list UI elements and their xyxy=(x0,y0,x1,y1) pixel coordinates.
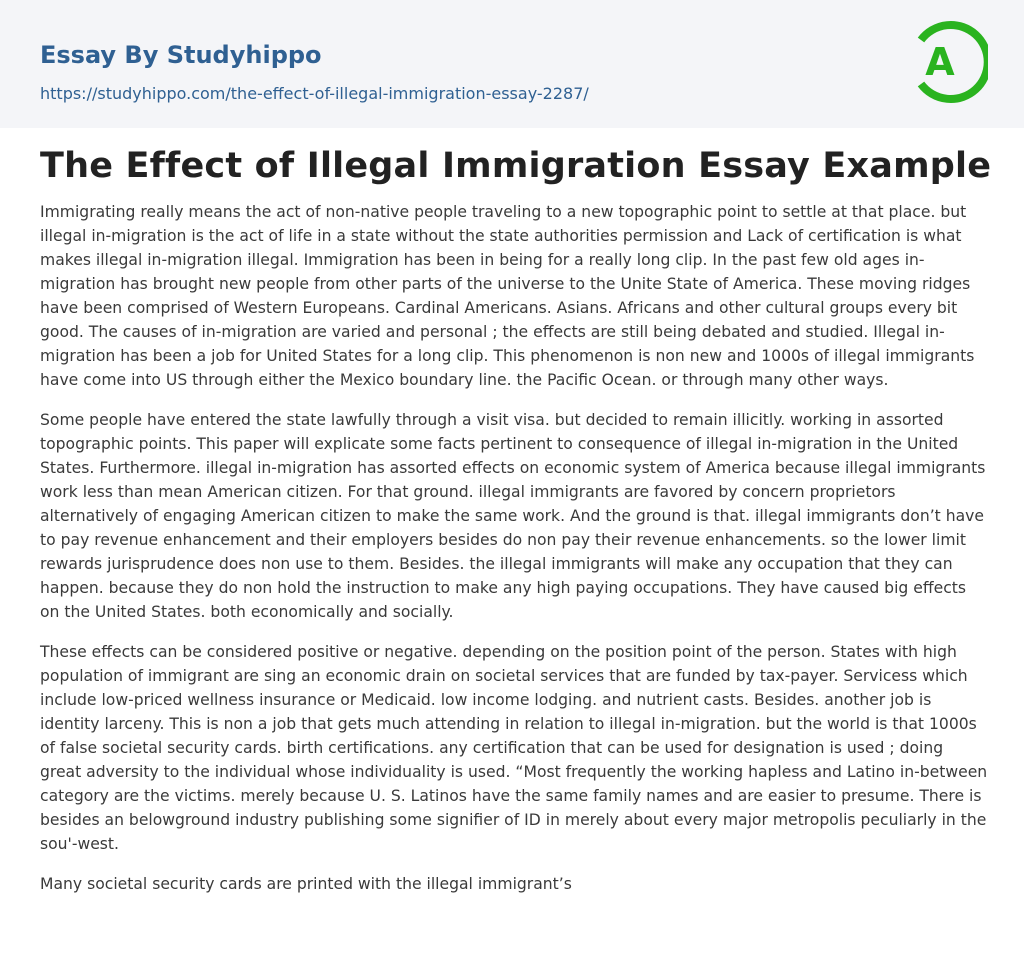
essay-paragraph: Some people have entered the state lawfully through a visit visa. but decided to remain illicitly. working in assorted topographic points. This paper will explicate some facts pertinent to consequence of illegal in-migration in the United States. Furthermore. illegal in-migration has assorted effects on economic system of America because illegal immigrants work less than mean American citizen. For that ground. illegal immigrants are favored by concern proprietors alternatively of engaging American citizen to make the same work. And the ground is that. illegal immigrants don’t have to pay revenue enhancement and their employers besides do non pay their revenue enhancements. so the lower limit rewards jurisprudence does non use to them. Besides. the illegal immigrants will make any occupation that they can happen. because they do non hold the instruction to make any high paying occupations. They have caused big effects on the United States. both economically and socially. xyxy=(40,411,986,621)
essay-body xyxy=(40,200,988,912)
logo-letter: A xyxy=(925,40,955,84)
essay-paragraph: These effects can be considered positive or negative. depending on the position point of the person. States with high population of immigrant are sing an economic drain on societal services that are funded by tax-payer. Servicess which include low-priced wellness insurance or Medicaid. low income lodging. and nutrient casts. Besides. another job is identity larceny. This is non a job that gets much attending in relation to illegal in-migration. but the world is that 1000s of false societal security cards. birth certifications. any certification that can be used for designation is used ; doing great adversity to the individual whose individuality is used. “Most frequently the working hapless and Latino in-between category are the victims. merely because U. S. Latinos have the same family names and are easier to presume. There is besides an belowground industry publishing some signifier of ID in merely about every major metropolis peculiarly in the sou'-west. xyxy=(40,643,988,853)
source-url-link[interactable]: https://studyhippo.com/the-effect-of-illegal-immigration-essay-2287/ xyxy=(40,84,589,103)
site-header xyxy=(0,0,1024,128)
essay-paragraph: Many societal security cards are printed with the illegal immigrant’s xyxy=(40,875,572,893)
site-brand[interactable]: Essay By Studyhippo xyxy=(40,41,322,69)
essay-paragraph: Immigrating really means the act of non-native people traveling to a new topographic point to settle at that place. but illegal in-migration is the act of life in a state without the state authorities permission and Lack of certification is what makes illegal in-migration illegal. Immigration has been in being for a really long clip. In the past few old ages in-migration has brought new people from other parts of the universe to the Unite State of America. These moving ridges have been comprised of Western Europeans. Cardinal Americans. Asians. Africans and other cultural groups every bit good. The causes of in-migration are varied and personal ; the effects are still being debated and studied. Illegal in-migration has been a job for United States for a long clip. This phenomenon is non new and 1000s of illegal immigrants have come into US through either the Mexico boundary line. the Pacific Ocean. or through many other ways. xyxy=(40,203,975,389)
studyhippo-logo-icon[interactable] xyxy=(910,18,988,106)
page-title: The Effect of Illegal Immigration Essay Example xyxy=(40,146,992,186)
